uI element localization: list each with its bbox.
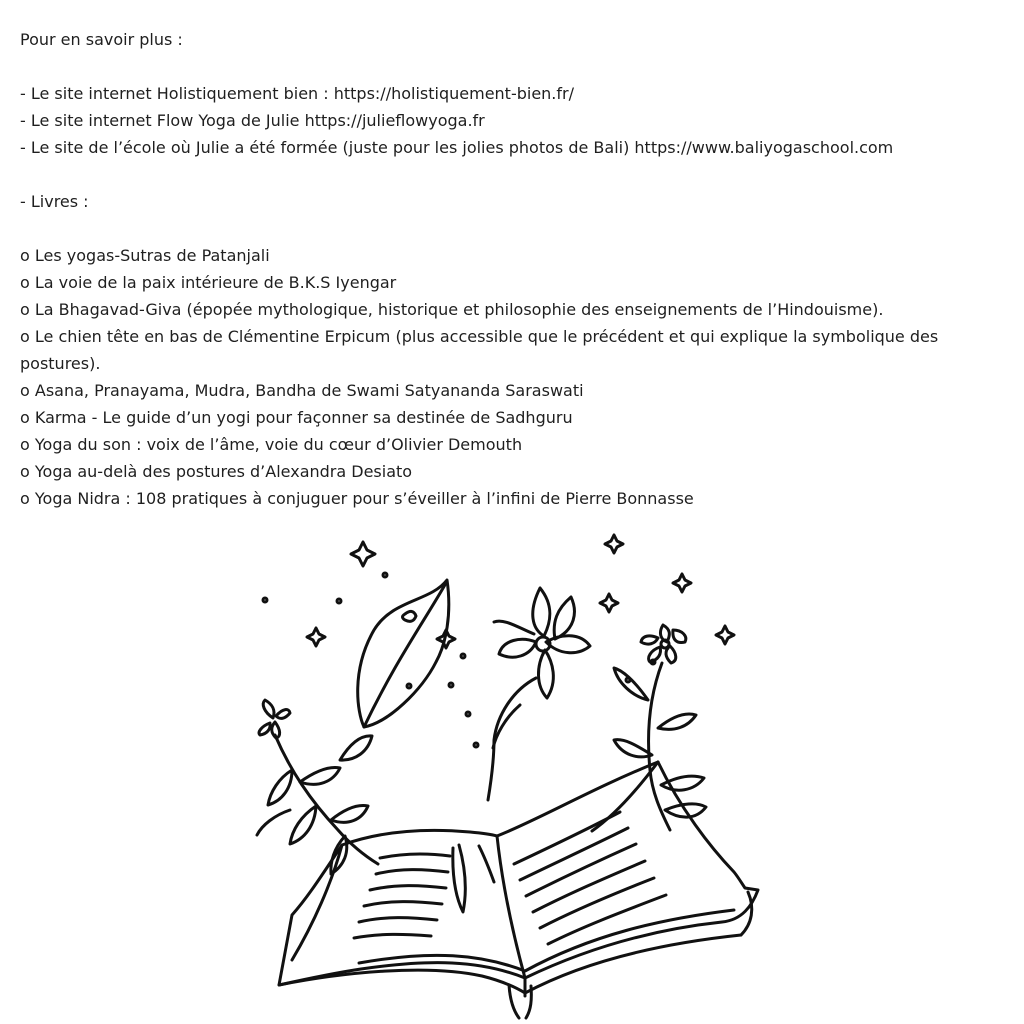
book-item: o La voie de la paix intérieure de B.K.S Iyengar <box>20 273 397 292</box>
spacer <box>20 161 1004 188</box>
website-bali-yoga-school: - Le site de l’école où Julie a été formée (juste pour les jolies photos de Bali) https://www.baliyogaschool.com <box>20 138 894 157</box>
book-item: o Yoga Nidra : 108 pratiques à conjuguer pour s’éveiller à l’infini de Pierre Bonnasse <box>20 489 694 508</box>
book-item: o Le chien tête en bas de Clémentine Erpicum (plus accessible que le précédent et qui explique la symbolique des postures). <box>20 327 939 373</box>
websites-list <box>20 80 1004 161</box>
spacer <box>20 53 1004 80</box>
website-julie-flow-yoga: - Le site internet Flow Yoga de Julie https://julieflowyoga.fr <box>20 111 485 130</box>
books-list <box>20 242 1004 512</box>
book-item: o Karma - Le guide d’un yogi pour façonner sa destinée de Sadhguru <box>20 408 573 427</box>
heading-text: Pour en savoir plus : <box>20 30 183 49</box>
book-item: o Yoga au-delà des postures d’Alexandra Desiato <box>20 462 413 481</box>
book-item: o Les yogas-Sutras de Patanjali <box>20 246 270 265</box>
book-item: o Asana, Pranayama, Mudra, Bandha de Swami Satyananda Saraswati <box>20 381 584 400</box>
spacer <box>20 215 1004 242</box>
document-body <box>20 26 1004 512</box>
book-item: o Yoga du son : voix de l’âme, voie du cœur d’Olivier Demouth <box>20 435 523 454</box>
book-item: o La Bhagavad-Giva (épopée mythologique, historique et philosophie des enseignements de l’Hindouisme). <box>20 300 884 319</box>
books-heading: - Livres : <box>20 192 89 211</box>
open-book-with-flowers-icon <box>0 530 1024 1024</box>
website-holistiquement-bien: - Le site internet Holistiquement bien : https://holistiquement-bien.fr/ <box>20 84 574 103</box>
